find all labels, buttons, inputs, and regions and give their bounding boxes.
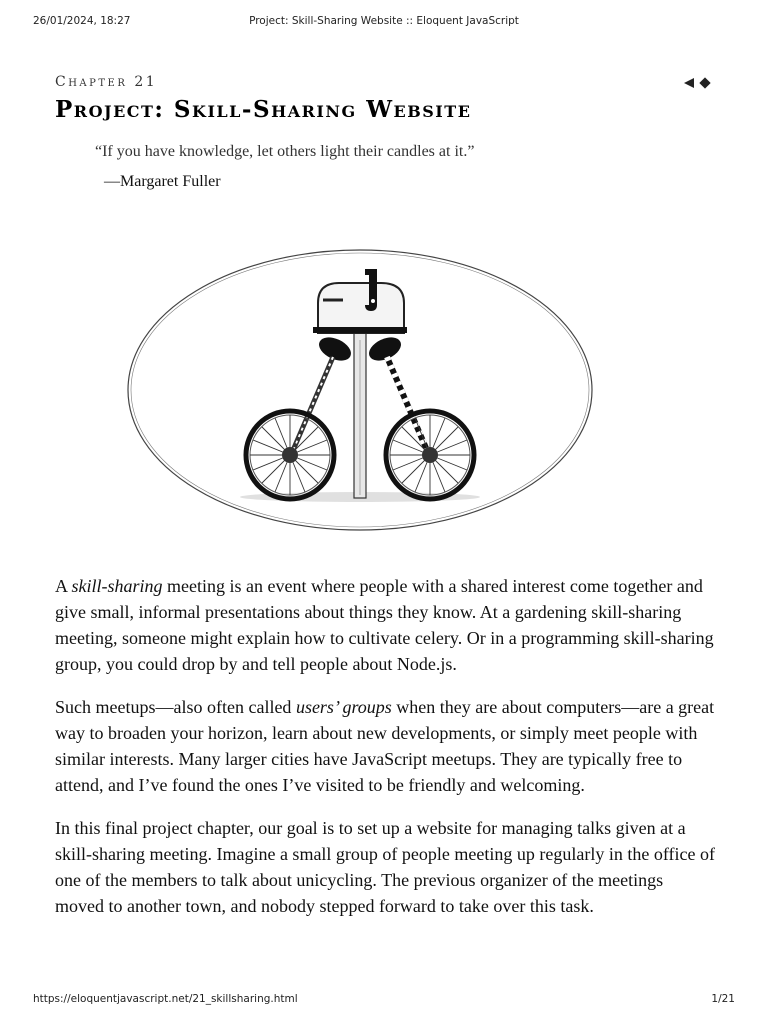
- print-datetime: 26/01/2024, 18:27: [33, 15, 131, 27]
- paragraph-2-rest: when they are about computers—are a great way to broaden your horizon, learn about new developments, or simply meet people with similar interests. Many larger cities have JavaScript meetups. They are typically free to attend, and I’ve found the ones I’ve visited to be friendly and welcoming.: [55, 697, 715, 795]
- chapter-title: Project: Skill-Sharing Website: [55, 96, 472, 123]
- right-wheel-icon: [386, 411, 474, 499]
- right-seat: [365, 333, 404, 365]
- paragraph-2-start: Such meetups—also often called: [55, 697, 296, 717]
- epigraph-quote: “If you have knowledge, let others light their candles at it.”: [95, 143, 475, 160]
- left-wheel-icon: [246, 411, 334, 499]
- paragraph-3: In this final project chapter, our goal is to set up a website for managing talks given at a skill-sharing meeting. Imagine a small group of people meeting up regularly in the office of one of the members to talk about unicycling. The previous organizer of the meetings moved to another town, and nobody stepped forward to take over this task.: [55, 818, 715, 916]
- epigraph: [95, 143, 474, 191]
- paragraph-1-start: A: [55, 576, 72, 596]
- chapter-body: [55, 573, 715, 936]
- term-skill-sharing: skill-sharing: [71, 576, 163, 596]
- chapter-label: Chapter 21: [55, 74, 158, 90]
- paragraph-1: [55, 573, 715, 677]
- chapter-nav: [684, 78, 709, 88]
- paragraph-1-rest: meeting is an event where people with a shared interest come together and give small, informal presentations about things they know. At a gardening skill-sharing meeting, someone might explain how to cultivate celery. Or in a programming skill-sharing group, you could drop by and tell people about Node.js.: [55, 576, 714, 674]
- term-users-groups: users’ groups: [295, 697, 392, 717]
- epigraph-author: —Margaret Fuller: [104, 173, 221, 190]
- print-page-number: 1/21: [711, 993, 735, 1005]
- print-doc-title: Project: Skill-Sharing Website :: Eloquent JavaScript: [249, 15, 519, 27]
- contents-diamond-icon[interactable]: [699, 77, 710, 88]
- left-seat: [315, 333, 354, 365]
- paragraph-2: [55, 694, 715, 798]
- mailbox-icon: [313, 269, 407, 333]
- print-header: [0, 15, 768, 31]
- print-url: https://eloquentjavascript.net/21_skillsharing.html: [33, 993, 298, 1005]
- previous-chapter-icon[interactable]: [684, 78, 694, 88]
- print-footer: [0, 993, 768, 1009]
- mailbox-unicycles-illustration: [125, 245, 595, 535]
